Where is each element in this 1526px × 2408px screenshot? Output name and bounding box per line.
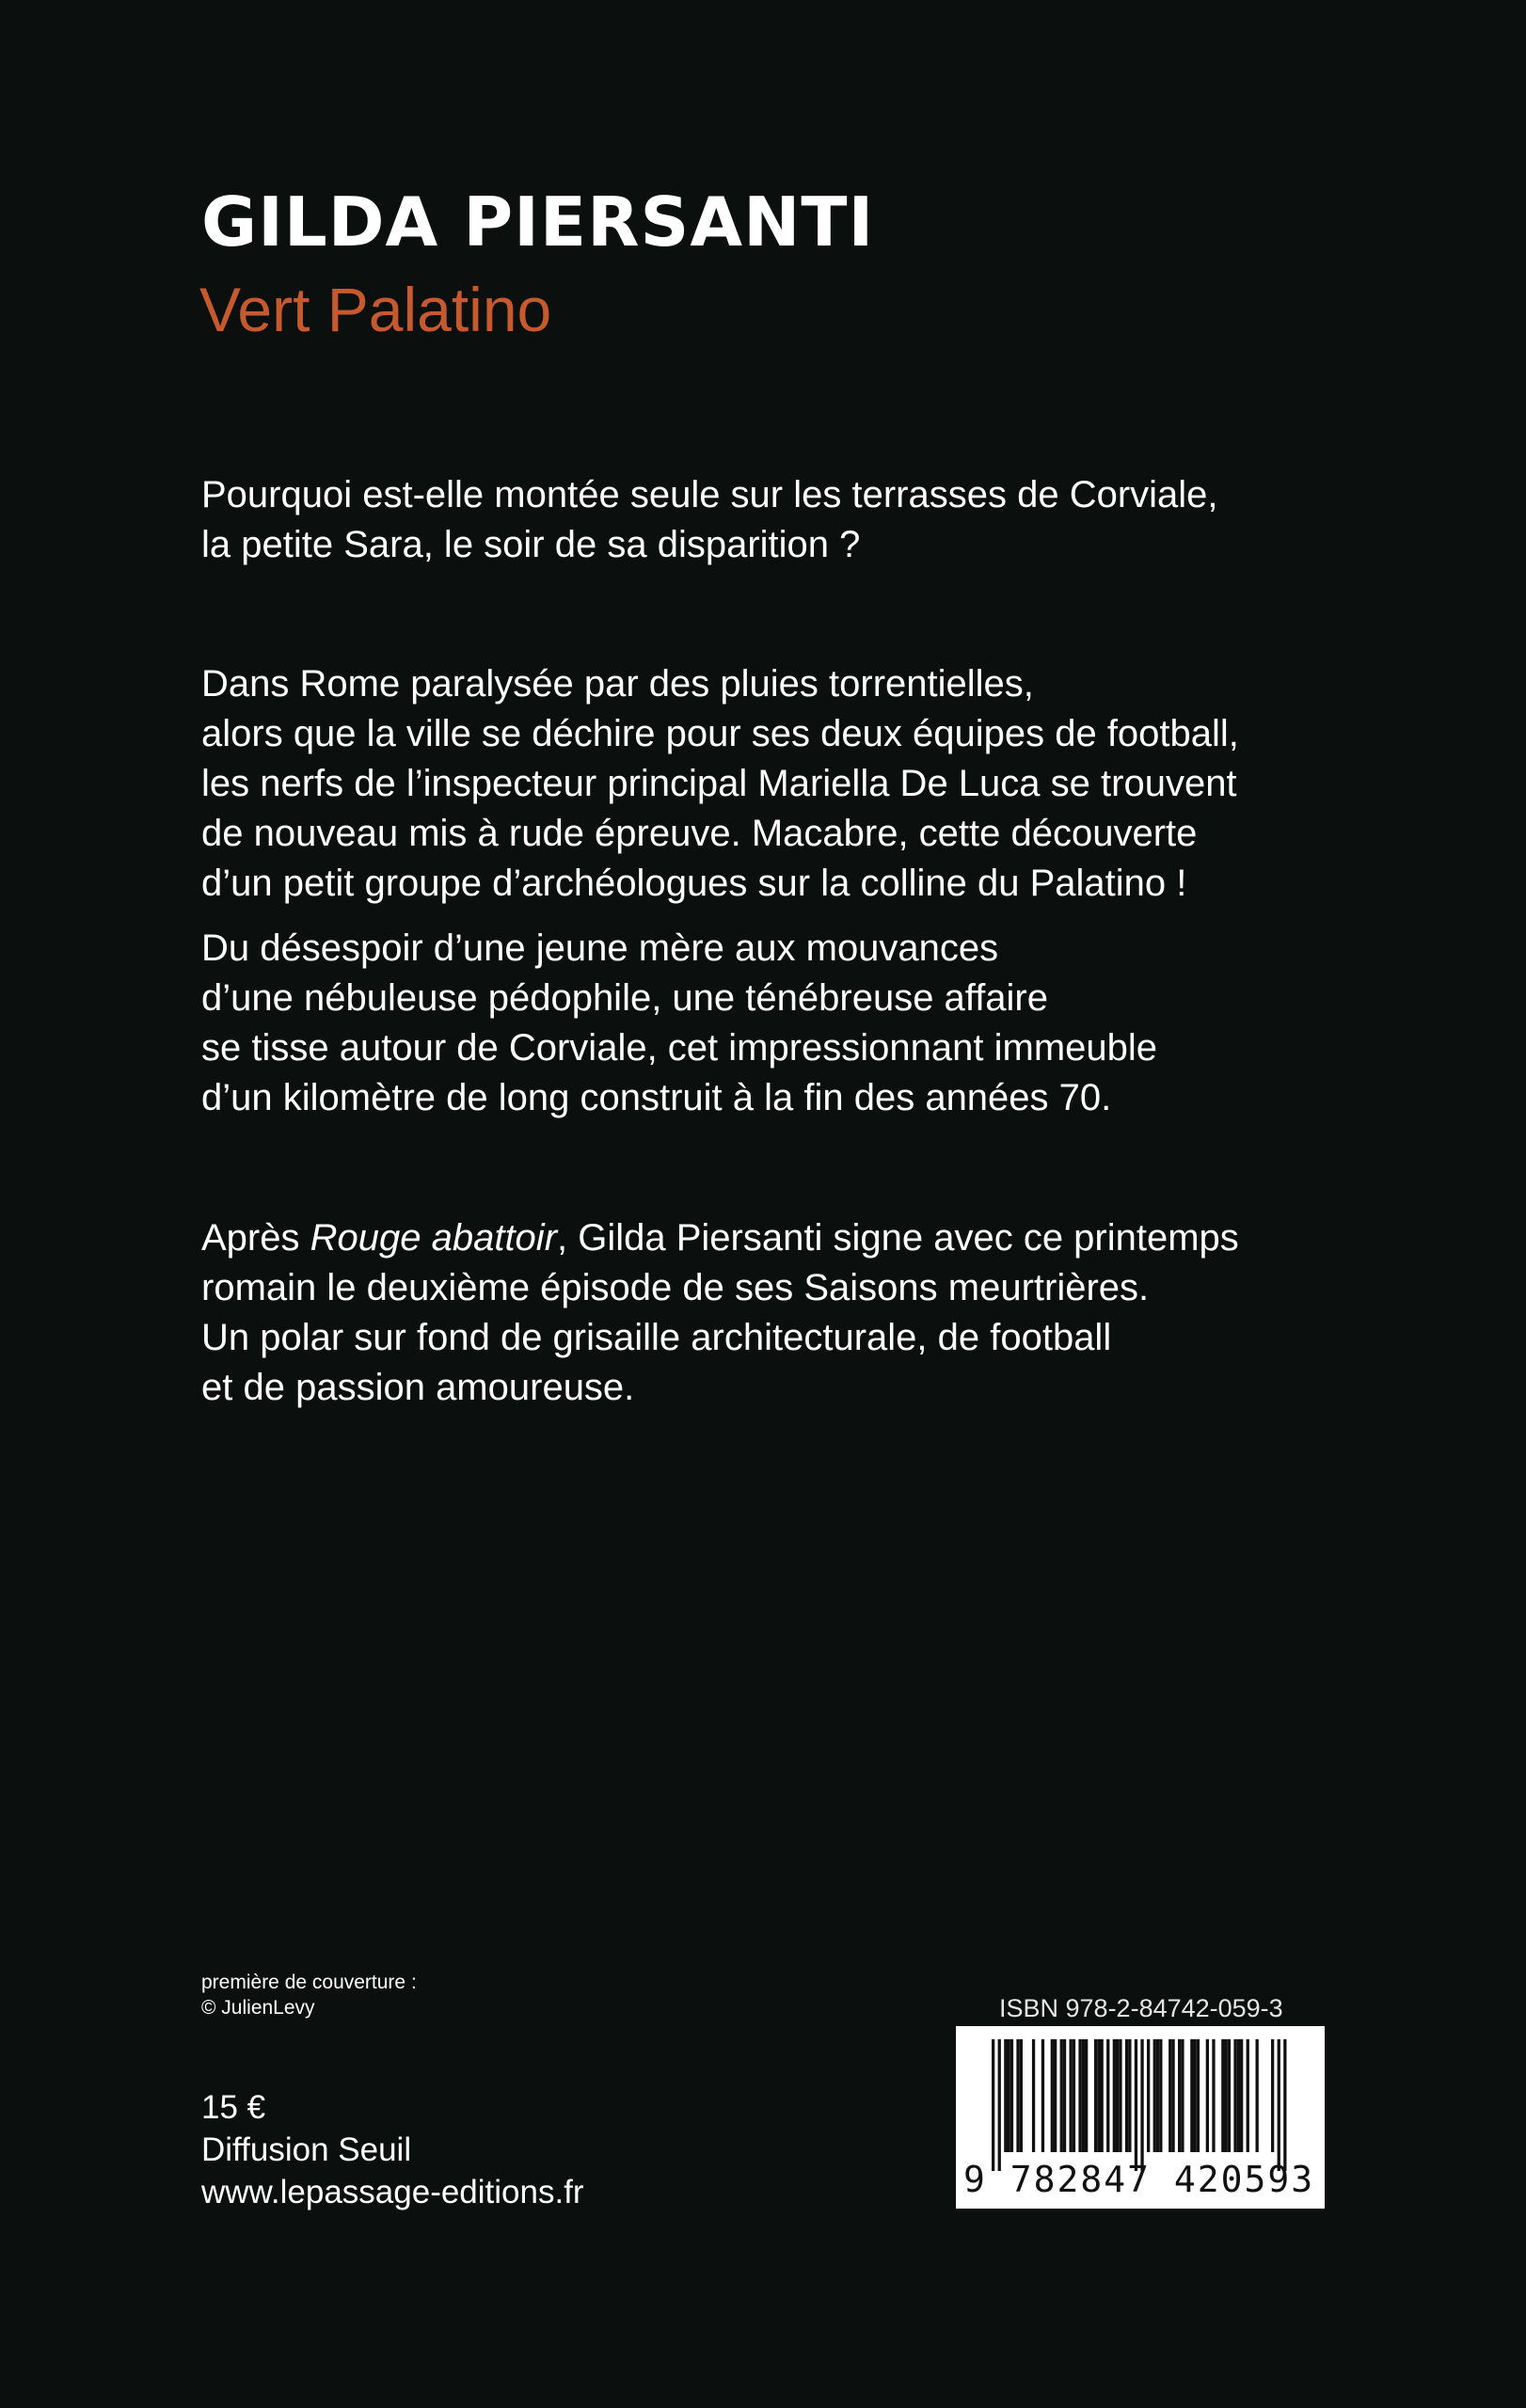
barcode-bar: [1135, 2039, 1137, 2171]
barcode-bar: [1237, 2039, 1240, 2152]
barcode-bar: [1128, 2039, 1131, 2152]
barcode-bar: [1116, 2039, 1119, 2152]
barcode-bar: [1159, 2039, 1162, 2152]
barcode-bar: [1063, 2039, 1066, 2152]
barcode-bar: [1078, 2039, 1081, 2152]
blurb-text: , Gilda Piersanti signe avec ce printemps: [557, 1217, 1239, 1259]
barcode-bar: [1225, 2039, 1228, 2152]
barcode: [956, 2026, 1325, 2209]
blurb-line: d’un petit groupe d’archéologues sur la colline du Palatino !: [201, 863, 1187, 904]
blurb-line: de nouveau mis à rude épreuve. Macabre, cette découverte: [201, 813, 1198, 854]
distribution: Diffusion Seuil: [201, 2131, 412, 2168]
barcode-bar: [1171, 2039, 1174, 2152]
publisher-website: www.lepassage-editions.fr: [201, 2174, 584, 2210]
barcode-bar: [1178, 2039, 1181, 2152]
blurb-line: Dans Rome paralysée par des pluies torrentielles,: [201, 663, 1034, 705]
blurb-line: d’un kilomètre de long construit à la fin des années 70.: [201, 1077, 1112, 1118]
barcode-bar: [1156, 2039, 1159, 2152]
barcode-bar: [1228, 2039, 1231, 2152]
barcode-bar: [1197, 2039, 1200, 2152]
barcode-bar: [1240, 2039, 1243, 2152]
barcode-bar: [1106, 2039, 1109, 2152]
barcode-bar: [1125, 2039, 1128, 2152]
barcode-bar: [1097, 2039, 1100, 2152]
barcode-bar: [1190, 2039, 1193, 2152]
barcode-bar: [1032, 2039, 1035, 2152]
barcode-bar: [1051, 2039, 1054, 2152]
blurb-paragraph-2: [201, 659, 1424, 909]
barcode-bar: [1060, 2039, 1063, 2152]
barcode-bar: [1153, 2039, 1156, 2152]
barcode-bar: [1233, 2039, 1236, 2152]
barcode-bar: [1212, 2039, 1215, 2152]
blurb-line: Du désespoir d’une jeune mère aux mouvances: [201, 927, 999, 969]
photographer-credit: © JulienLevy: [201, 1997, 315, 2019]
barcode-bar: [992, 2039, 994, 2171]
barcode-bar: [1147, 2039, 1150, 2152]
credits-label: première de couverture :: [201, 1972, 417, 1993]
barcode-bar: [1054, 2039, 1057, 2152]
blurb-line: et de passion amoureuse.: [201, 1367, 635, 1408]
barcode-bar: [1094, 2039, 1097, 2152]
barcode-bar: [1004, 2039, 1007, 2152]
barcode-bar: [1101, 2039, 1104, 2152]
barcode-bar: [1085, 2039, 1088, 2152]
cited-title: Rouge abattoir: [310, 1217, 558, 1259]
barcode-bar: [1041, 2039, 1044, 2152]
barcode-bar: [1140, 2039, 1143, 2171]
cover-credits: [201, 1970, 417, 2020]
author-name: GILDA PIERSANTI: [201, 182, 875, 261]
publisher-info: [201, 2086, 584, 2213]
blurb-line: d’une nébuleuse pédophile, une ténébreuse affaire: [201, 977, 1048, 1019]
blurb-paragraph-3: [201, 924, 1424, 1123]
barcode-bar: [1247, 2039, 1249, 2152]
blurb-line: se tisse autour de Corviale, cet impressionnant immeuble: [201, 1027, 1158, 1069]
blurb-line: Pourquoi est-elle montée seule sur les terrasses de Corviale,: [201, 474, 1218, 515]
barcode-bar: [1194, 2039, 1197, 2152]
barcode-digits: 9 782847 420593: [963, 2159, 1315, 2200]
barcode-bar: [1278, 2039, 1280, 2171]
blurb-line: alors que la ville se déchire pour ses deux équipes de football,: [201, 713, 1239, 754]
barcode-bar: [1082, 2039, 1085, 2152]
blurb-line: romain le deuxième épisode de ses Saisons meurtrières.: [201, 1267, 1150, 1308]
barcode-bar: [1256, 2039, 1259, 2152]
blurb-line: Un polar sur fond de grisaille architecturale, de football: [201, 1317, 1112, 1358]
barcode-bar: [1010, 2039, 1013, 2152]
barcode-bar: [1119, 2039, 1121, 2152]
barcode-bar: [1016, 2039, 1019, 2152]
blurb-line: les nerfs de l’inspecteur principal Mariella De Luca se trouvent: [201, 763, 1237, 804]
blurb-paragraph-1: [201, 470, 1424, 570]
price: 15 €: [201, 2089, 266, 2126]
barcode-bar: [1070, 2039, 1073, 2152]
barcode-bar: [1271, 2039, 1274, 2152]
blurb-line: la petite Sara, le soir de sa disparition ?: [201, 524, 861, 565]
barcode-bar: [1113, 2039, 1116, 2152]
barcode-bar: [1283, 2039, 1286, 2171]
barcode-bar: [1206, 2039, 1209, 2152]
blurb-text: Après: [201, 1217, 310, 1259]
barcode-bar: [1221, 2039, 1224, 2152]
book-title: Vert Palatino: [199, 275, 552, 344]
barcode-bar: [1008, 2039, 1010, 2152]
barcode-bar: [1073, 2039, 1075, 2152]
isbn-label: ISBN 978-2-84742-059-3: [999, 1994, 1283, 2022]
barcode-bar: [1168, 2039, 1171, 2152]
blurb-line: [201, 1213, 1424, 1263]
blurb-paragraph-4: [201, 1213, 1424, 1413]
barcode-bar: [998, 2039, 1001, 2171]
barcode-bar: [1181, 2039, 1184, 2152]
barcode-bar: [1020, 2039, 1023, 2152]
